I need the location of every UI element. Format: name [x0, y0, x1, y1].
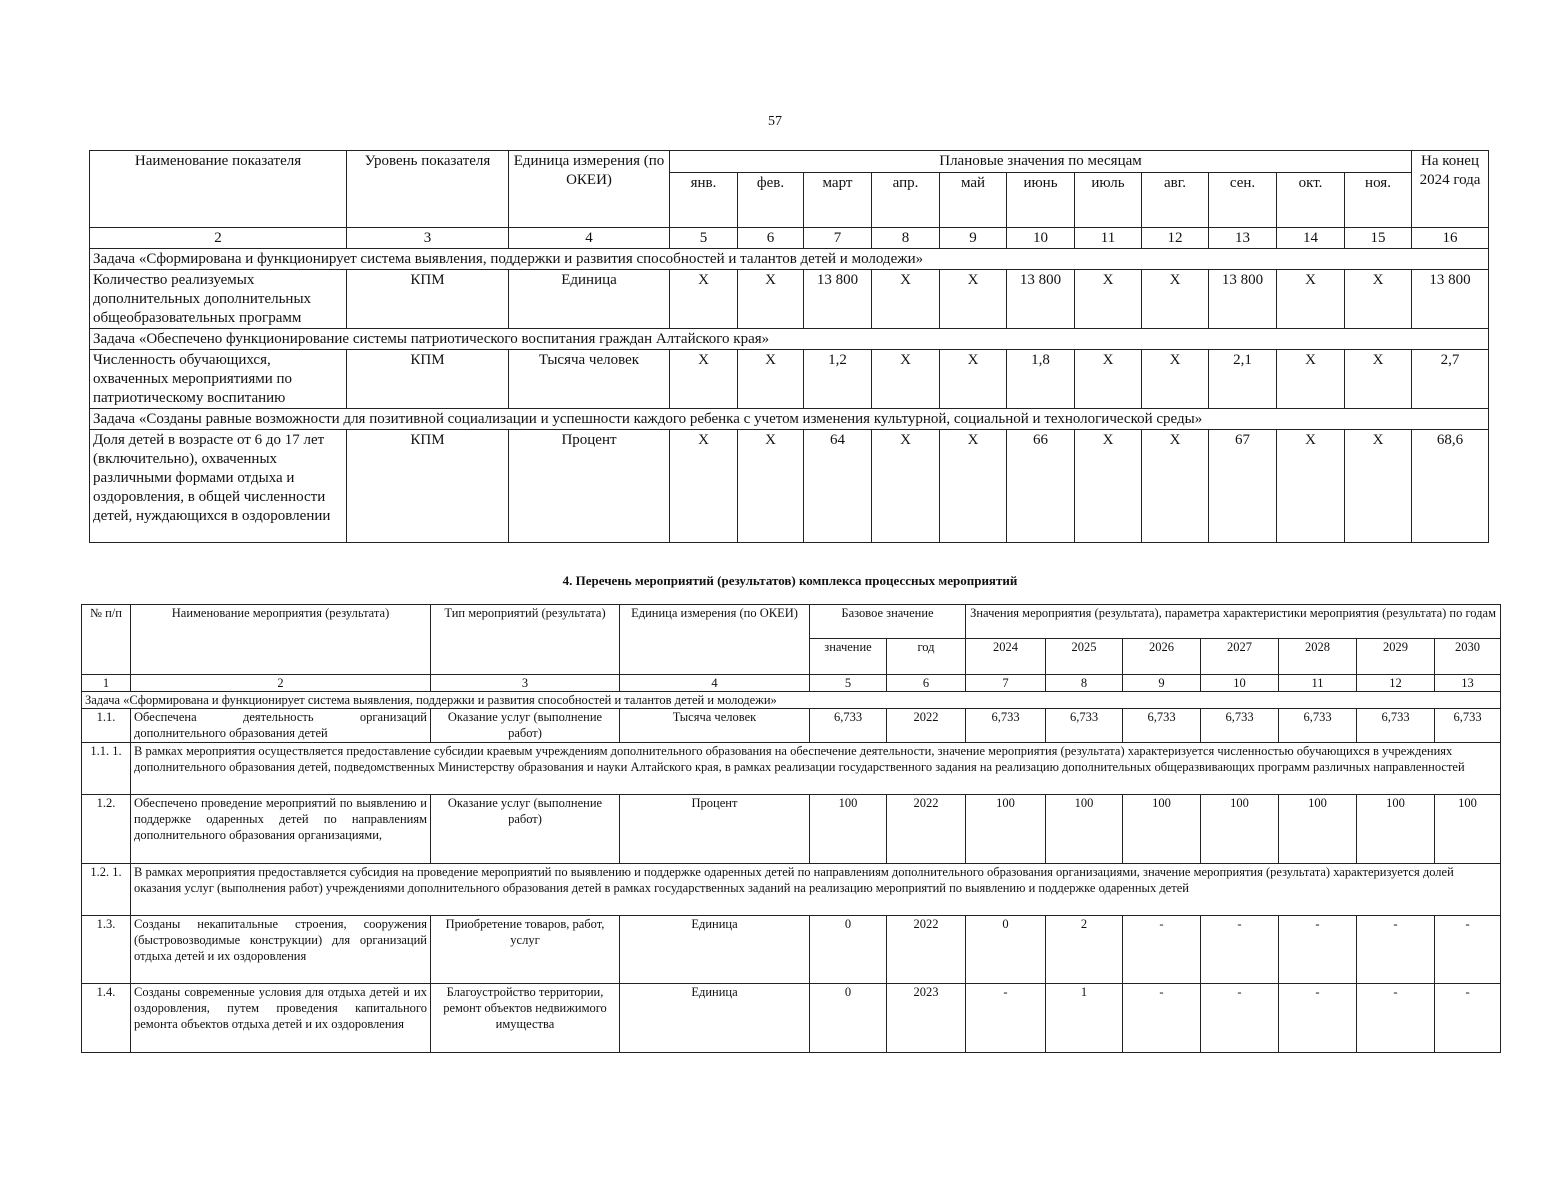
activity-note: В рамках мероприятия предоставляется субсидия на проведение мероприятий по выявлению и поддержке одаренных детей по направлениям дополнительного образования организациями, значение мероприятия (результата) характеризуется долей оказания услуг (выполнения работ) учреждениями дополнительного образования детей в рамках государственных заданий на реализацию мероприятий по выявлению и поддержке одаренных детей: [131, 864, 1501, 916]
column-number: 6: [738, 228, 804, 249]
monthly-value: 2,1: [1209, 350, 1277, 409]
header-month: ноя.: [1345, 173, 1412, 228]
column-number: 3: [431, 675, 620, 692]
year-value: -: [1279, 916, 1357, 984]
monthly-value: X: [940, 270, 1007, 329]
section-title: 4. Перечень мероприятий (результатов) комплекса процессных мероприятий: [562, 573, 1018, 588]
header-year: 2027: [1201, 639, 1279, 675]
indicator-row: [90, 430, 1489, 543]
activity-row: [82, 984, 1501, 1053]
header-year: 2028: [1279, 639, 1357, 675]
activity-type: Оказание услуг (выполнение работ): [431, 795, 620, 864]
monthly-value: X: [1142, 430, 1209, 543]
activity-number: 1.2.: [82, 795, 131, 864]
activity-name: Обеспечено проведение мероприятий по выявлению и поддержке одаренных детей по направлениям дополнительного образования организациями,: [131, 795, 431, 864]
column-number: 4: [509, 228, 670, 249]
column-number: 7: [966, 675, 1046, 692]
base-year: 2022: [887, 709, 966, 743]
header-monthly-plan: Плановые значения по месяцам: [670, 151, 1412, 173]
header-month: окт.: [1277, 173, 1345, 228]
year-value: -: [1435, 984, 1501, 1053]
monthly-value: X: [940, 430, 1007, 543]
activity-unit: Единица: [620, 916, 810, 984]
monthly-value: X: [1075, 350, 1142, 409]
header-unit: Единица измерения (по ОКЕИ): [620, 605, 810, 675]
header-indicator-level: Уровень показателя: [347, 151, 509, 228]
task-row: [90, 329, 1489, 350]
activity-unit: Единица: [620, 984, 810, 1053]
column-number: 9: [940, 228, 1007, 249]
page-number: 57: [768, 114, 782, 129]
header-year: 2026: [1123, 639, 1201, 675]
header-month: март: [804, 173, 872, 228]
indicator-unit: Процент: [509, 430, 670, 543]
header-month: фев.: [738, 173, 804, 228]
column-number: 16: [1412, 228, 1489, 249]
base-value: 6,733: [810, 709, 887, 743]
column-number: 5: [670, 228, 738, 249]
header-month: май: [940, 173, 1007, 228]
activity-number: 1.4.: [82, 984, 131, 1053]
year-value: 2: [1046, 916, 1123, 984]
monthly-value: 67: [1209, 430, 1277, 543]
monthly-value: X: [872, 350, 940, 409]
monthly-value: X: [1142, 350, 1209, 409]
column-number: 2: [90, 228, 347, 249]
base-year: 2022: [887, 795, 966, 864]
year-value: 100: [1201, 795, 1279, 864]
monthly-value: X: [670, 270, 738, 329]
activity-row: [82, 916, 1501, 984]
header-month: июль: [1075, 173, 1142, 228]
monthly-value: X: [1277, 350, 1345, 409]
column-number: 13: [1209, 228, 1277, 249]
year-value: -: [1279, 984, 1357, 1053]
task-title: Задача «Созданы равные возможности для позитивной социализации и успешности каждого ребенка с учетом изменения культурной, социальной и технологической среды»: [90, 409, 1489, 430]
indicator-name: Численность обучающихся, охваченных мероприятиями по патриотическому воспитанию: [90, 350, 347, 409]
indicator-level: КПМ: [347, 430, 509, 543]
indicator-unit: Единица: [509, 270, 670, 329]
monthly-indicators-table: [89, 150, 1489, 543]
year-value: 6,733: [1123, 709, 1201, 743]
base-year: 2023: [887, 984, 966, 1053]
year-value: 1: [1046, 984, 1123, 1053]
monthly-value: X: [940, 350, 1007, 409]
indicator-row: [90, 350, 1489, 409]
year-value: 100: [1435, 795, 1501, 864]
year-value: -: [1357, 984, 1435, 1053]
monthly-value: 13 800: [1007, 270, 1075, 329]
year-value: 6,733: [1435, 709, 1501, 743]
activity-type: Приобретение товаров, работ, услуг: [431, 916, 620, 984]
monthly-value: X: [1277, 430, 1345, 543]
year-value: -: [966, 984, 1046, 1053]
year-value: 6,733: [1046, 709, 1123, 743]
base-year: 2022: [887, 916, 966, 984]
task-row: [90, 409, 1489, 430]
base-value: 100: [810, 795, 887, 864]
column-number: 12: [1357, 675, 1435, 692]
activity-type: Оказание услуг (выполнение работ): [431, 709, 620, 743]
header-month: авг.: [1142, 173, 1209, 228]
monthly-value: X: [872, 270, 940, 329]
monthly-value: X: [1142, 270, 1209, 329]
column-number: 8: [1046, 675, 1123, 692]
monthly-value: 13 800: [804, 270, 872, 329]
column-number: 1: [82, 675, 131, 692]
header-month: янв.: [670, 173, 738, 228]
header-year: 2029: [1357, 639, 1435, 675]
column-number: 13: [1435, 675, 1501, 692]
activity-unit: Тысяча человек: [620, 709, 810, 743]
indicator-row: [90, 270, 1489, 329]
indicator-name: Количество реализуемых дополнительных дополнительных общеобразовательных программ: [90, 270, 347, 329]
activity-unit: Процент: [620, 795, 810, 864]
column-number: 11: [1279, 675, 1357, 692]
column-number: 8: [872, 228, 940, 249]
year-value: 0: [966, 916, 1046, 984]
column-number: 14: [1277, 228, 1345, 249]
header-indicator-name: Наименование показателя: [90, 151, 347, 228]
header-month: сен.: [1209, 173, 1277, 228]
header-base-value-year: год: [887, 639, 966, 675]
header-year: 2025: [1046, 639, 1123, 675]
header-values-by-year: Значения мероприятия (результата), параметра характеристики мероприятия (результата) по годам: [966, 605, 1501, 639]
header-base-value-value: значение: [810, 639, 887, 675]
column-number: 2: [131, 675, 431, 692]
column-number: 9: [1123, 675, 1201, 692]
base-value: 0: [810, 916, 887, 984]
header-activity-type: Тип мероприятий (результата): [431, 605, 620, 675]
header-year: 2030: [1435, 639, 1501, 675]
task-title: Задача «Сформирована и функционирует система выявления, поддержки и развития способностей и талантов детей и молодежи»: [90, 249, 1489, 270]
year-value: 6,733: [966, 709, 1046, 743]
monthly-value: X: [670, 350, 738, 409]
monthly-value: 64: [804, 430, 872, 543]
activity-row: [82, 795, 1501, 864]
monthly-value: 13 800: [1209, 270, 1277, 329]
monthly-value: X: [1345, 350, 1412, 409]
year-value: 100: [966, 795, 1046, 864]
monthly-value: 1,2: [804, 350, 872, 409]
column-number: 12: [1142, 228, 1209, 249]
activity-name: Созданы некапитальные строения, сооружения (быстровозводимые конструкции) для организаций отдыха детей и их оздоровления: [131, 916, 431, 984]
year-value: -: [1201, 916, 1279, 984]
header-month: июнь: [1007, 173, 1075, 228]
column-number: 10: [1201, 675, 1279, 692]
year-value: -: [1435, 916, 1501, 984]
year-value: 6,733: [1357, 709, 1435, 743]
activities-table: [81, 604, 1501, 1053]
year-value: 100: [1046, 795, 1123, 864]
monthly-value: X: [1075, 430, 1142, 543]
monthly-value: X: [1075, 270, 1142, 329]
indicator-level: КПМ: [347, 270, 509, 329]
activity-number: 1.1. 1.: [82, 743, 131, 795]
column-number: 10: [1007, 228, 1075, 249]
column-number: 4: [620, 675, 810, 692]
activity-number: 1.3.: [82, 916, 131, 984]
task-row: [90, 249, 1489, 270]
year-value: -: [1201, 984, 1279, 1053]
year-value: 100: [1123, 795, 1201, 864]
monthly-value: X: [1277, 270, 1345, 329]
indicator-level: КПМ: [347, 350, 509, 409]
column-number: 15: [1345, 228, 1412, 249]
column-number: 5: [810, 675, 887, 692]
year-value: 6,733: [1201, 709, 1279, 743]
monthly-value: X: [738, 270, 804, 329]
column-number: 3: [347, 228, 509, 249]
year-value: -: [1357, 916, 1435, 984]
header-num: № п/п: [82, 605, 131, 675]
task-title: Задача «Обеспечено функционирование системы патриотического воспитания граждан Алтайского края»: [90, 329, 1489, 350]
activity-name: Обеспечена деятельность организаций дополнительного образования детей: [131, 709, 431, 743]
header-activity-name: Наименование мероприятия (результата): [131, 605, 431, 675]
monthly-value: X: [738, 350, 804, 409]
header-month: апр.: [872, 173, 940, 228]
end-of-year-value: 2,7: [1412, 350, 1489, 409]
indicator-unit: Тысяча человек: [509, 350, 670, 409]
activity-note-row: [82, 864, 1501, 916]
monthly-value: X: [670, 430, 738, 543]
monthly-value: X: [872, 430, 940, 543]
end-of-year-value: 13 800: [1412, 270, 1489, 329]
activity-row: [82, 709, 1501, 743]
year-value: -: [1123, 916, 1201, 984]
column-number: 11: [1075, 228, 1142, 249]
end-of-year-value: 68,6: [1412, 430, 1489, 543]
activity-number: 1.1.: [82, 709, 131, 743]
header-base-value: Базовое значение: [810, 605, 966, 639]
activity-note: В рамках мероприятия осуществляется предоставление субсидии краевым учреждениям дополнительного образования на обеспечение деятельности, значение мероприятия (результата) характеризуется численностью обучающихся в учреждениях дополнительного образования детей, подведомственных Министерству образования и науки Алтайского края, в рамках реализации государственного задания на реализацию дополнительных общеразвивающих программ различных направленностей: [131, 743, 1501, 795]
header-end-of-year: На конец 2024 года: [1412, 151, 1489, 228]
activity-type: Благоустройство территории, ремонт объектов недвижимого имущества: [431, 984, 620, 1053]
monthly-value: X: [1345, 270, 1412, 329]
year-value: -: [1123, 984, 1201, 1053]
monthly-value: X: [1345, 430, 1412, 543]
activity-name: Созданы современные условия для отдыха детей и их оздоровления, путем проведения капитального ремонта объектов отдыха детей и их оздоровления: [131, 984, 431, 1053]
column-number: 7: [804, 228, 872, 249]
task-row: [82, 692, 1501, 709]
monthly-value: 1,8: [1007, 350, 1075, 409]
column-number: 6: [887, 675, 966, 692]
activity-note-row: [82, 743, 1501, 795]
task-title: Задача «Сформирована и функционирует система выявления, поддержки и развития способностей и талантов детей и молодежи»: [82, 692, 1501, 709]
indicator-name: Доля детей в возрасте от 6 до 17 лет (включительно), охваченных различными формами отдыха и оздоровления, в общей численности детей, нуждающихся в оздоровлении: [90, 430, 347, 543]
header-year: 2024: [966, 639, 1046, 675]
monthly-value: X: [738, 430, 804, 543]
year-value: 100: [1279, 795, 1357, 864]
header-unit: Единица измерения (по ОКЕИ): [509, 151, 670, 228]
base-value: 0: [810, 984, 887, 1053]
year-value: 6,733: [1279, 709, 1357, 743]
activity-number: 1.2. 1.: [82, 864, 131, 916]
monthly-value: 66: [1007, 430, 1075, 543]
year-value: 100: [1357, 795, 1435, 864]
